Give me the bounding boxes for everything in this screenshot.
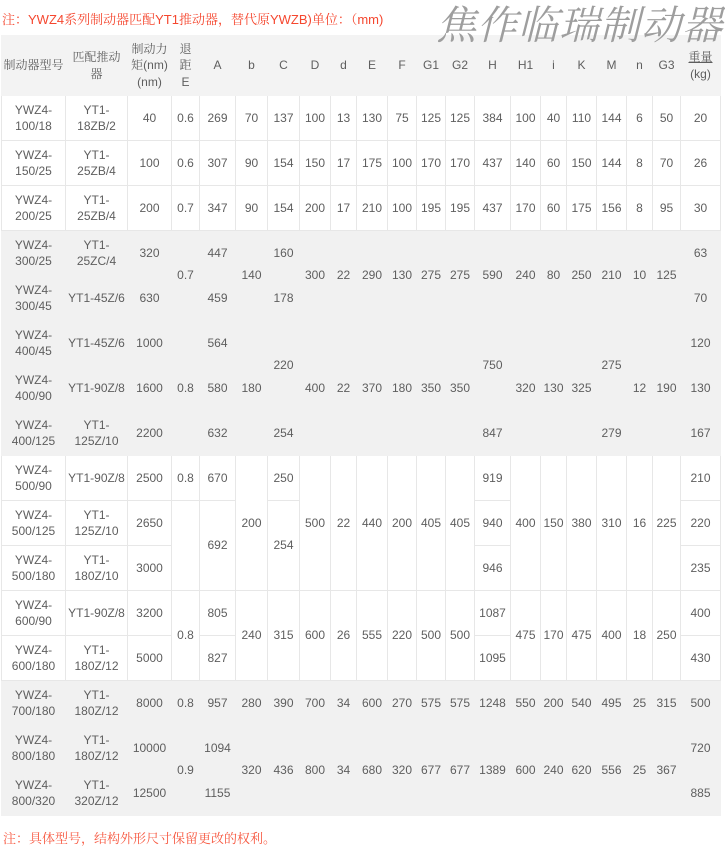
spec-value-cell: 34 — [331, 681, 357, 726]
spec-value-cell: 22 — [331, 366, 357, 411]
spec-value-cell: 307 — [200, 141, 236, 186]
spec-value-cell: 447 — [200, 231, 236, 276]
spec-value-cell — [236, 321, 268, 366]
table-row — [2, 231, 721, 276]
spec-value-cell: 250 — [653, 591, 681, 681]
column-header: F — [388, 36, 417, 96]
spec-value-cell: 0.8 — [172, 591, 200, 681]
spec-value-cell: 100 — [388, 186, 417, 231]
spec-value-cell: 10 — [627, 231, 653, 321]
actuator-cell: YT1-180Z/12 — [66, 681, 128, 726]
model-cell: YWZ4-500/125 — [2, 501, 66, 546]
spec-value-cell: 254 — [268, 501, 300, 591]
spec-value-cell: 405 — [446, 456, 475, 591]
actuator-cell: YT1-18ZB/2 — [66, 96, 128, 141]
spec-value-cell: 170 — [541, 591, 567, 681]
column-header: A — [200, 36, 236, 96]
spec-value-cell: 175 — [567, 186, 597, 231]
spec-value-cell: 275 — [417, 231, 446, 321]
spec-value-cell: 6 — [627, 96, 653, 141]
actuator-cell: YT1-125Z/10 — [66, 411, 128, 456]
spec-value-cell: 60 — [541, 141, 567, 186]
spec-value-cell: 384 — [475, 96, 511, 141]
spec-value-cell — [446, 321, 475, 366]
spec-value-cell: 154 — [268, 186, 300, 231]
spec-value-cell: 1155 — [200, 771, 236, 816]
spec-value-cell: 700 — [300, 681, 331, 726]
spec-value-cell — [388, 411, 417, 456]
spec-value-cell: 90 — [236, 141, 268, 186]
spec-value-cell: 1248 — [475, 681, 511, 726]
spec-value-cell — [388, 321, 417, 366]
table-row — [2, 141, 721, 186]
spec-value-cell: 2500 — [128, 456, 172, 501]
spec-value-cell: 150 — [541, 456, 567, 591]
spec-value-cell: 210 — [681, 456, 721, 501]
spec-value-cell: 250 — [567, 231, 597, 321]
spec-value-cell: 350 — [446, 366, 475, 411]
spec-value-cell: 827 — [200, 636, 236, 681]
spec-value-cell: 144 — [597, 96, 627, 141]
spec-value-cell — [331, 321, 357, 366]
spec-value-cell — [331, 411, 357, 456]
actuator-cell: YT1-180Z/10 — [66, 546, 128, 591]
spec-value-cell: 150 — [567, 141, 597, 186]
table-row — [2, 186, 721, 231]
spec-value-cell: 178 — [268, 276, 300, 321]
column-header: n — [627, 36, 653, 96]
spec-value-cell: 18 — [627, 591, 653, 681]
spec-value-cell: 95 — [653, 186, 681, 231]
spec-table — [1, 35, 721, 816]
spec-value-cell — [357, 321, 388, 366]
spec-value-cell: 195 — [417, 186, 446, 231]
spec-value-cell: 290 — [357, 231, 388, 321]
model-cell: YWZ4-700/180 — [2, 681, 66, 726]
spec-value-cell: 437 — [475, 186, 511, 231]
spec-value-cell: 240 — [541, 726, 567, 816]
spec-value-cell: 70 — [653, 141, 681, 186]
actuator-cell: YT1-25ZB/4 — [66, 186, 128, 231]
spec-value-cell — [172, 501, 200, 591]
spec-value-cell: 137 — [268, 96, 300, 141]
spec-value-cell: 677 — [417, 726, 446, 816]
spec-value-cell: 280 — [236, 681, 268, 726]
spec-value-cell: 475 — [511, 591, 541, 681]
spec-value-cell: 200 — [128, 186, 172, 231]
spec-value-cell: 125 — [653, 231, 681, 321]
spec-value-cell: 100 — [128, 141, 172, 186]
spec-value-cell: 390 — [268, 681, 300, 726]
model-cell: YWZ4-300/45 — [2, 276, 66, 321]
actuator-cell: YT1-320Z/12 — [66, 771, 128, 816]
spec-value-cell: 170 — [446, 141, 475, 186]
spec-value-cell: 575 — [446, 681, 475, 726]
spec-value-cell: 275 — [597, 321, 627, 411]
actuator-cell: YT1-180Z/12 — [66, 726, 128, 771]
spec-value-cell: 0.6 — [172, 96, 200, 141]
spec-value-cell: 495 — [597, 681, 627, 726]
spec-value-cell: 440 — [357, 456, 388, 591]
spec-value-cell: 475 — [567, 591, 597, 681]
spec-value-cell: 347 — [200, 186, 236, 231]
column-header: G2 — [446, 36, 475, 96]
spec-value-cell: 500 — [446, 591, 475, 681]
spec-value-cell: 310 — [597, 456, 627, 591]
spec-value-cell: 800 — [300, 726, 331, 816]
spec-value-cell: 459 — [200, 276, 236, 321]
spec-value-cell — [567, 321, 597, 366]
model-cell: YWZ4-800/320 — [2, 771, 66, 816]
spec-value-cell: 805 — [200, 591, 236, 636]
spec-value-cell: 320 — [511, 366, 541, 411]
spec-value-cell: 100 — [300, 96, 331, 141]
spec-value-cell: 70 — [236, 96, 268, 141]
spec-value-cell: 500 — [681, 681, 721, 726]
table-row — [2, 321, 721, 366]
spec-value-cell: 300 — [300, 231, 331, 321]
spec-value-cell: 437 — [475, 141, 511, 186]
bottom-note: 注：具体型号，结构外形尺寸保留更改的权利。 — [3, 831, 277, 846]
spec-value-cell: 225 — [653, 456, 681, 591]
spec-value-cell: 400 — [300, 366, 331, 411]
spec-value-cell: 620 — [567, 726, 597, 816]
actuator-cell: YT1-45Z/6 — [66, 276, 128, 321]
spec-value-cell: 167 — [681, 411, 721, 456]
spec-value-cell: 40 — [541, 96, 567, 141]
spec-value-cell: 200 — [541, 681, 567, 726]
spec-value-cell: 90 — [236, 186, 268, 231]
model-cell: YWZ4-100/18 — [2, 96, 66, 141]
spec-value-cell: 210 — [597, 231, 627, 321]
spec-value-cell: 680 — [357, 726, 388, 816]
spec-value-cell — [236, 411, 268, 456]
spec-value-cell: 632 — [200, 411, 236, 456]
actuator-cell: YT1-90Z/8 — [66, 456, 128, 501]
column-header: K — [567, 36, 597, 96]
actuator-cell: YT1-180Z/12 — [66, 636, 128, 681]
spec-value-cell: 200 — [300, 186, 331, 231]
spec-value-cell: 75 — [388, 96, 417, 141]
spec-value-cell: 1600 — [128, 366, 172, 411]
column-header: 退 距 E — [172, 36, 200, 96]
spec-value-cell: 130 — [541, 366, 567, 411]
spec-value-cell: 22 — [331, 231, 357, 321]
model-cell: YWZ4-600/90 — [2, 591, 66, 636]
spec-value-cell: 0.8 — [172, 456, 200, 501]
spec-value-cell: 80 — [541, 231, 567, 321]
spec-value-cell: 590 — [475, 231, 511, 321]
spec-value-cell — [300, 321, 331, 366]
actuator-cell: YT1-90Z/8 — [66, 366, 128, 411]
spec-value-cell: 22 — [331, 456, 357, 591]
spec-value-cell: 5000 — [128, 636, 172, 681]
spec-value-cell: 34 — [331, 726, 357, 816]
table-row — [2, 591, 721, 636]
spec-value-cell: 550 — [511, 681, 541, 726]
spec-value-cell: 270 — [388, 681, 417, 726]
spec-value-cell: 940 — [475, 501, 511, 546]
model-cell: YWZ4-500/90 — [2, 456, 66, 501]
spec-value-cell — [627, 411, 653, 456]
spec-value-cell — [567, 411, 597, 456]
spec-value-cell: 210 — [357, 186, 388, 231]
spec-value-cell: 405 — [417, 456, 446, 591]
spec-value-cell: 30 — [681, 186, 721, 231]
spec-value-cell: 175 — [357, 141, 388, 186]
spec-value-cell: 0.6 — [172, 141, 200, 186]
spec-value-cell: 200 — [236, 456, 268, 591]
spec-value-cell: 125 — [417, 96, 446, 141]
spec-value-cell: 130 — [357, 96, 388, 141]
column-header: E — [357, 36, 388, 96]
spec-value-cell: 200 — [388, 456, 417, 591]
spec-value-cell: 275 — [446, 231, 475, 321]
spec-value-cell — [172, 411, 200, 456]
spec-value-cell: 170 — [511, 186, 541, 231]
spec-value-cell: 500 — [417, 591, 446, 681]
spec-value-cell: 1094 — [200, 726, 236, 771]
spec-value-cell: 25 — [627, 726, 653, 816]
spec-value-cell — [300, 411, 331, 456]
column-header: D — [300, 36, 331, 96]
column-header: M — [597, 36, 627, 96]
spec-value-cell: 564 — [200, 321, 236, 366]
actuator-cell: YT1-125Z/10 — [66, 501, 128, 546]
spec-value-cell: 235 — [681, 546, 721, 591]
spec-value-cell: 575 — [417, 681, 446, 726]
spec-value-cell: 190 — [653, 366, 681, 411]
spec-value-cell: 320 — [128, 231, 172, 276]
spec-value-cell: 2650 — [128, 501, 172, 546]
column-header: 制动器型号 — [2, 36, 66, 96]
spec-value-cell: 50 — [653, 96, 681, 141]
spec-value-cell: 110 — [567, 96, 597, 141]
spec-value-cell: 847 — [475, 411, 511, 456]
spec-value-cell: 0.7 — [172, 186, 200, 231]
top-note: 注：YWZ4系列制动器匹配YT1推动器，替代原YWZB)单位：（mm) — [2, 12, 384, 27]
spec-value-cell: 16 — [627, 456, 653, 591]
spec-value-cell: 315 — [653, 681, 681, 726]
spec-value-cell: 2200 — [128, 411, 172, 456]
spec-value-cell: 140 — [511, 141, 541, 186]
spec-value-cell: 180 — [388, 366, 417, 411]
spec-value-cell: 154 — [268, 141, 300, 186]
actuator-cell: YT1-25ZC/4 — [66, 231, 128, 276]
spec-value-cell: 140 — [236, 231, 268, 321]
spec-value-cell: 180 — [236, 366, 268, 411]
spec-value-cell: 20 — [681, 96, 721, 141]
spec-value-cell: 430 — [681, 636, 721, 681]
spec-value-cell: 0.7 — [172, 231, 200, 321]
spec-value-cell: 436 — [268, 726, 300, 816]
spec-value-cell: 400 — [597, 591, 627, 681]
spec-value-cell: 13 — [331, 96, 357, 141]
table-row — [2, 726, 721, 771]
spec-value-cell: 1389 — [475, 726, 511, 816]
spec-value-cell: 40 — [128, 96, 172, 141]
spec-value-cell: 26 — [681, 141, 721, 186]
spec-value-cell: 600 — [357, 681, 388, 726]
spec-value-cell: 946 — [475, 546, 511, 591]
spec-value-cell — [653, 321, 681, 366]
model-cell: YWZ4-400/90 — [2, 366, 66, 411]
spec-value-cell: 670 — [200, 456, 236, 501]
model-cell: YWZ4-300/25 — [2, 231, 66, 276]
spec-value-cell: 692 — [200, 501, 236, 591]
spec-value-cell: 130 — [681, 366, 721, 411]
spec-value-cell: 580 — [200, 366, 236, 411]
spec-value-cell — [172, 321, 200, 366]
spec-value-cell: 919 — [475, 456, 511, 501]
spec-value-cell: 240 — [236, 591, 268, 681]
column-header: 重量 (kg) — [681, 36, 721, 96]
spec-value-cell: 70 — [681, 276, 721, 321]
column-header: G1 — [417, 36, 446, 96]
spec-value-cell — [627, 321, 653, 366]
spec-value-cell: 400 — [511, 456, 541, 591]
spec-value-cell: 3200 — [128, 591, 172, 636]
spec-value-cell: 3000 — [128, 546, 172, 591]
spec-value-cell: 0.8 — [172, 681, 200, 726]
spec-value-cell: 195 — [446, 186, 475, 231]
spec-value-cell — [511, 321, 541, 366]
spec-value-cell: 170 — [417, 141, 446, 186]
spec-value-cell: 555 — [357, 591, 388, 681]
spec-value-cell: 630 — [128, 276, 172, 321]
spec-value-cell: 500 — [300, 456, 331, 591]
table-row — [2, 681, 721, 726]
model-cell: YWZ4-400/45 — [2, 321, 66, 366]
spec-value-cell: 150 — [300, 141, 331, 186]
spec-value-cell: 0.8 — [172, 366, 200, 411]
spec-value-cell: 130 — [388, 231, 417, 321]
actuator-cell: YT1-25ZB/4 — [66, 141, 128, 186]
spec-value-cell: 315 — [268, 591, 300, 681]
spec-value-cell — [541, 321, 567, 366]
spec-value-cell: 370 — [357, 366, 388, 411]
spec-value-cell: 750 — [475, 321, 511, 411]
spec-value-cell: 350 — [417, 366, 446, 411]
model-cell: YWZ4-150/25 — [2, 141, 66, 186]
spec-value-cell: 100 — [511, 96, 541, 141]
column-header: 制动力 矩(nm) (nm) — [128, 36, 172, 96]
spec-value-cell: 160 — [268, 231, 300, 276]
column-header: 匹配推动器 — [66, 36, 128, 96]
spec-value-cell: 885 — [681, 771, 721, 816]
spec-value-cell — [541, 411, 567, 456]
table-body — [2, 96, 721, 816]
actuator-cell: YT1-90Z/8 — [66, 591, 128, 636]
spec-value-cell: 63 — [681, 231, 721, 276]
spec-value-cell: 720 — [681, 726, 721, 771]
column-header: G3 — [653, 36, 681, 96]
spec-value-cell: 1095 — [475, 636, 511, 681]
spec-value-cell: 220 — [388, 591, 417, 681]
spec-value-cell: 10000 — [128, 726, 172, 771]
spec-value-cell: 380 — [567, 456, 597, 591]
spec-value-cell: 156 — [597, 186, 627, 231]
spec-value-cell: 240 — [511, 231, 541, 321]
spec-value-cell — [357, 411, 388, 456]
actuator-cell: YT1-45Z/6 — [66, 321, 128, 366]
column-header: H1 — [511, 36, 541, 96]
spec-value-cell: 220 — [681, 501, 721, 546]
spec-value-cell: 17 — [331, 186, 357, 231]
spec-value-cell: 320 — [236, 726, 268, 816]
model-cell: YWZ4-500/180 — [2, 546, 66, 591]
spec-value-cell: 220 — [268, 321, 300, 411]
column-header: C — [268, 36, 300, 96]
model-cell: YWZ4-200/25 — [2, 186, 66, 231]
spec-value-cell: 320 — [388, 726, 417, 816]
spec-value-cell: 1087 — [475, 591, 511, 636]
spec-value-cell: 120 — [681, 321, 721, 366]
model-cell: YWZ4-800/180 — [2, 726, 66, 771]
spec-value-cell: 0.9 — [172, 726, 200, 816]
spec-value-cell: 1000 — [128, 321, 172, 366]
spec-value-cell — [417, 411, 446, 456]
spec-value-cell: 367 — [653, 726, 681, 816]
spec-value-cell: 100 — [388, 141, 417, 186]
spec-value-cell: 600 — [511, 726, 541, 816]
model-cell: YWZ4-400/125 — [2, 411, 66, 456]
spec-value-cell: 25 — [627, 681, 653, 726]
spec-value-cell: 540 — [567, 681, 597, 726]
spec-value-cell: 250 — [268, 456, 300, 501]
spec-value-cell: 957 — [200, 681, 236, 726]
column-header: b — [236, 36, 268, 96]
spec-value-cell: 125 — [446, 96, 475, 141]
watermark-text: 焦作临瑞制动器 — [436, 3, 723, 49]
spec-value-cell: 17 — [331, 141, 357, 186]
column-header: i — [541, 36, 567, 96]
table-row — [2, 411, 721, 456]
spec-value-cell — [417, 321, 446, 366]
table-row — [2, 96, 721, 141]
spec-value-cell — [511, 411, 541, 456]
spec-value-cell: 12 — [627, 366, 653, 411]
column-header: d — [331, 36, 357, 96]
spec-value-cell: 677 — [446, 726, 475, 816]
spec-value-cell: 12500 — [128, 771, 172, 816]
spec-value-cell: 400 — [681, 591, 721, 636]
spec-value-cell: 60 — [541, 186, 567, 231]
table-row — [2, 456, 721, 501]
spec-value-cell — [653, 411, 681, 456]
spec-value-cell: 8000 — [128, 681, 172, 726]
spec-value-cell — [446, 411, 475, 456]
spec-value-cell: 26 — [331, 591, 357, 681]
column-header: H — [475, 36, 511, 96]
spec-value-cell: 556 — [597, 726, 627, 816]
spec-value-cell: 279 — [597, 411, 627, 456]
spec-value-cell: 600 — [300, 591, 331, 681]
spec-value-cell: 144 — [597, 141, 627, 186]
spec-value-cell: 269 — [200, 96, 236, 141]
spec-value-cell: 325 — [567, 366, 597, 411]
spec-value-cell: 8 — [627, 186, 653, 231]
model-cell: YWZ4-600/180 — [2, 636, 66, 681]
spec-value-cell: 8 — [627, 141, 653, 186]
spec-value-cell: 254 — [268, 411, 300, 456]
